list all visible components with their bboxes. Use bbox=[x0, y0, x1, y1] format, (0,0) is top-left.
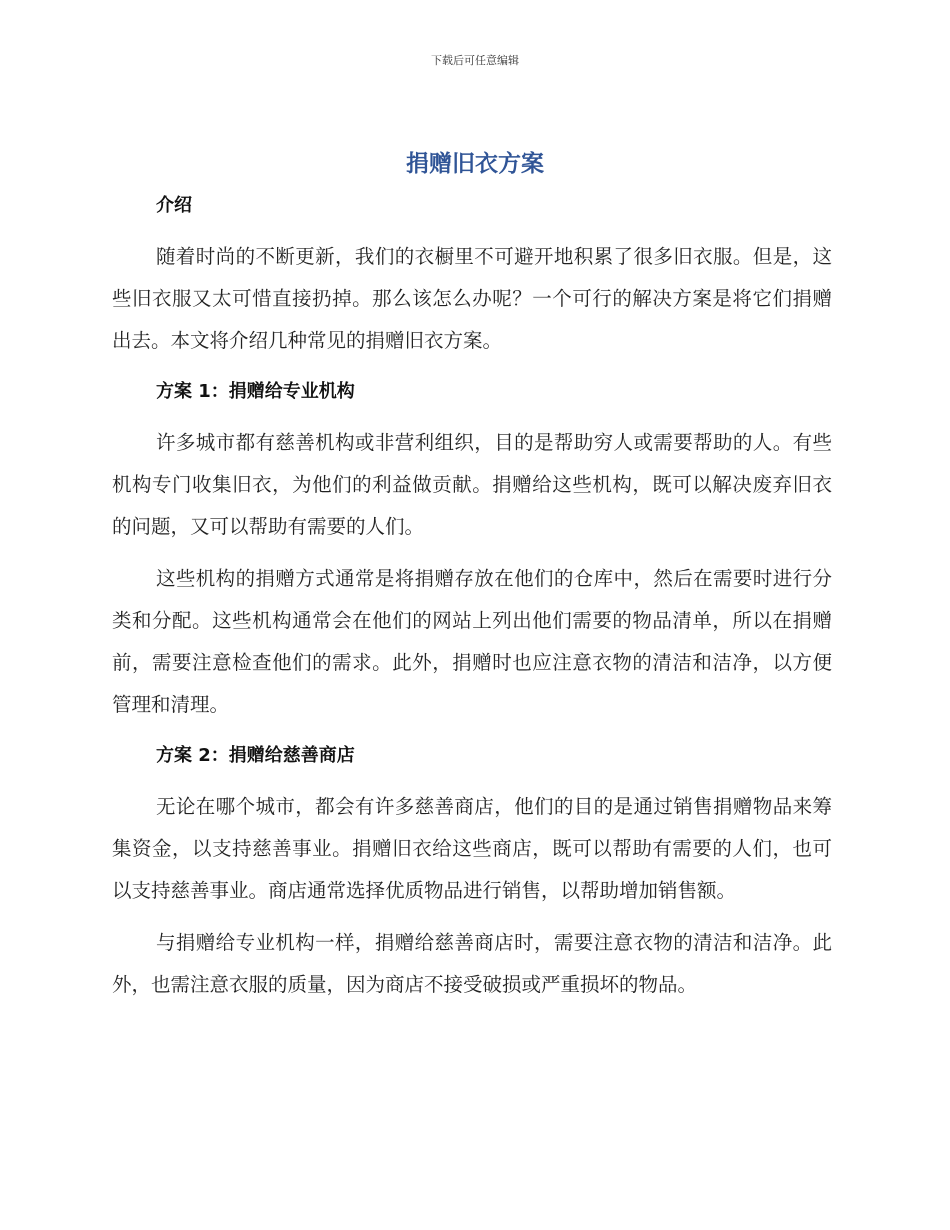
document-body bbox=[112, 186, 832, 1016]
paragraph: 许多城市都有慈善机构或非营利组织，目的是帮助穷人或需要帮助的人。有些机构专门收集旧衣，为他们的利益做贡献。捐赠给这些机构，既可以解决废弃旧衣的问题，又可以帮助有需要的人们。 bbox=[112, 431, 832, 538]
paragraph: 与捐赠给专业机构一样，捐赠给慈善商店时，需要注意衣物的清洁和洁净。此外，也需注意衣服的质量，因为商店不接受破损或严重损坏的物品。 bbox=[112, 931, 832, 996]
section-heading: 方案 1：捐赠给专业机构 bbox=[156, 381, 355, 402]
section-heading: 介绍 bbox=[156, 195, 192, 216]
section-plan-2 bbox=[112, 736, 832, 1006]
document-title: 捐赠旧衣方案 bbox=[406, 151, 544, 177]
section-plan-1 bbox=[112, 372, 832, 726]
section-heading: 方案 2：捐赠给慈善商店 bbox=[156, 745, 355, 766]
section-introduction bbox=[112, 186, 832, 362]
paragraph: 这些机构的捐赠方式通常是将捐赠存放在他们的仓库中，然后在需要时进行分类和分配。这些机构通常会在他们的网站上列出他们需要的物品清单，所以在捐赠前，需要注意检查他们的需求。此外，捐赠时也应注意衣物的清洁和洁净，以方便管理和清理。 bbox=[112, 567, 832, 716]
paragraph: 随着时尚的不断更新，我们的衣橱里不可避开地积累了很多旧衣服。但是，这些旧衣服又太可惜直接扔掉。那么该怎么办呢？一个可行的解决方案是将它们捐赠出去。本文将介绍几种常见的捐赠旧衣方案。 bbox=[112, 245, 832, 352]
page-header-note: 下载后可任意编辑 bbox=[431, 54, 519, 67]
paragraph: 无论在哪个城市，都会有许多慈善商店，他们的目的是通过销售捐赠物品来筹集资金，以支持慈善事业。捐赠旧衣给这些商店，既可以帮助有需要的人们，也可以支持慈善事业。商店通常选择优质物品进行销售，以帮助增加销售额。 bbox=[112, 795, 832, 902]
